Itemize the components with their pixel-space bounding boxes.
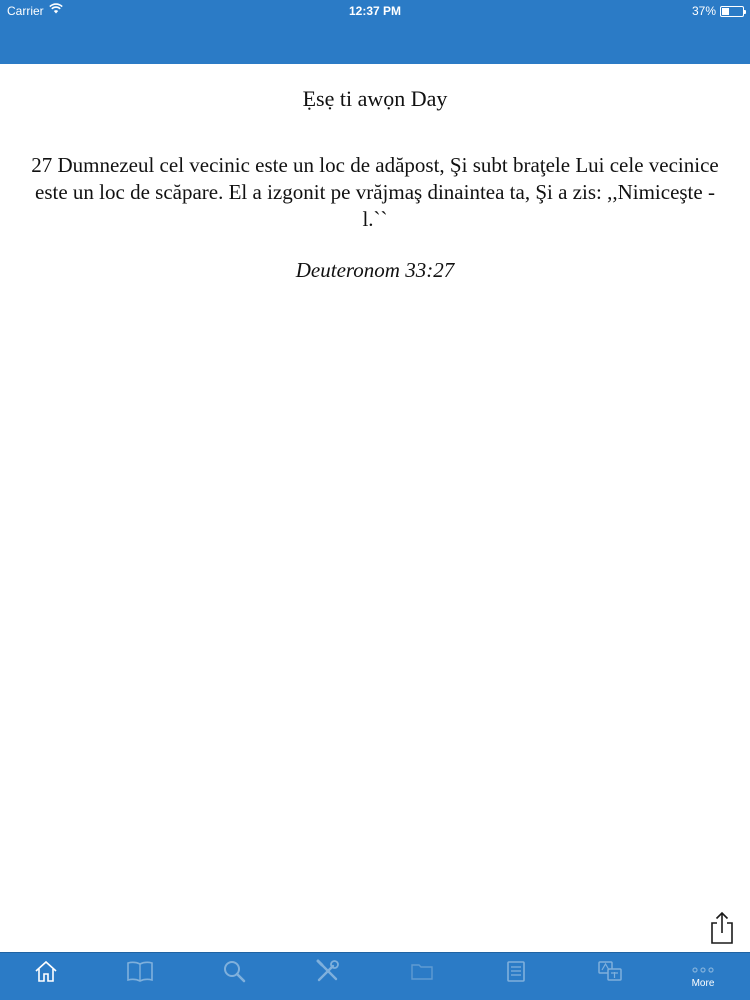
battery-fill bbox=[722, 8, 729, 15]
battery-icon bbox=[720, 6, 744, 17]
verse-of-the-day bbox=[20, 64, 730, 283]
battery-indicator bbox=[692, 4, 744, 18]
search-icon bbox=[221, 959, 247, 983]
share-icon bbox=[708, 911, 736, 945]
tab-translate[interactable] bbox=[587, 953, 633, 1000]
tools-icon bbox=[315, 959, 341, 983]
more-icon bbox=[690, 963, 716, 977]
carrier-label: Carrier bbox=[7, 4, 44, 18]
verse-text: 27 Dumnezeul cel vecinic este un loc de adăpost, Şi subt braţele Lui cele vecinice este un loc de scăpare. El a izgonit pe vrăjmaş dinaintea ta, Şi a zis: ,,Nimiceşte -l.`` bbox=[31, 153, 719, 231]
tab-home[interactable] bbox=[23, 953, 69, 1000]
tab-more[interactable] bbox=[680, 953, 726, 1000]
notes-icon bbox=[503, 959, 529, 983]
tab-bible[interactable] bbox=[117, 953, 163, 1000]
book-icon bbox=[126, 959, 154, 983]
tab-tools[interactable] bbox=[305, 953, 351, 1000]
folder-icon bbox=[409, 959, 435, 983]
navigation-bar bbox=[0, 0, 750, 64]
tab-more-label: More bbox=[691, 978, 715, 989]
status-time: 12:37 PM bbox=[348, 4, 402, 18]
status-bar bbox=[0, 0, 750, 22]
translate-icon bbox=[597, 959, 623, 983]
tab-notes[interactable] bbox=[493, 953, 539, 1000]
tab-folders[interactable] bbox=[399, 953, 445, 1000]
tab-search[interactable] bbox=[211, 953, 257, 1000]
tab-bar bbox=[0, 952, 750, 1000]
page-title: Ẹsẹ ti awọn Day bbox=[302, 86, 448, 111]
battery-percent: 37% bbox=[691, 4, 716, 18]
share-button[interactable] bbox=[706, 910, 738, 946]
home-icon bbox=[33, 959, 59, 983]
verse-reference[interactable]: Deuteronom 33:27 bbox=[295, 258, 455, 282]
